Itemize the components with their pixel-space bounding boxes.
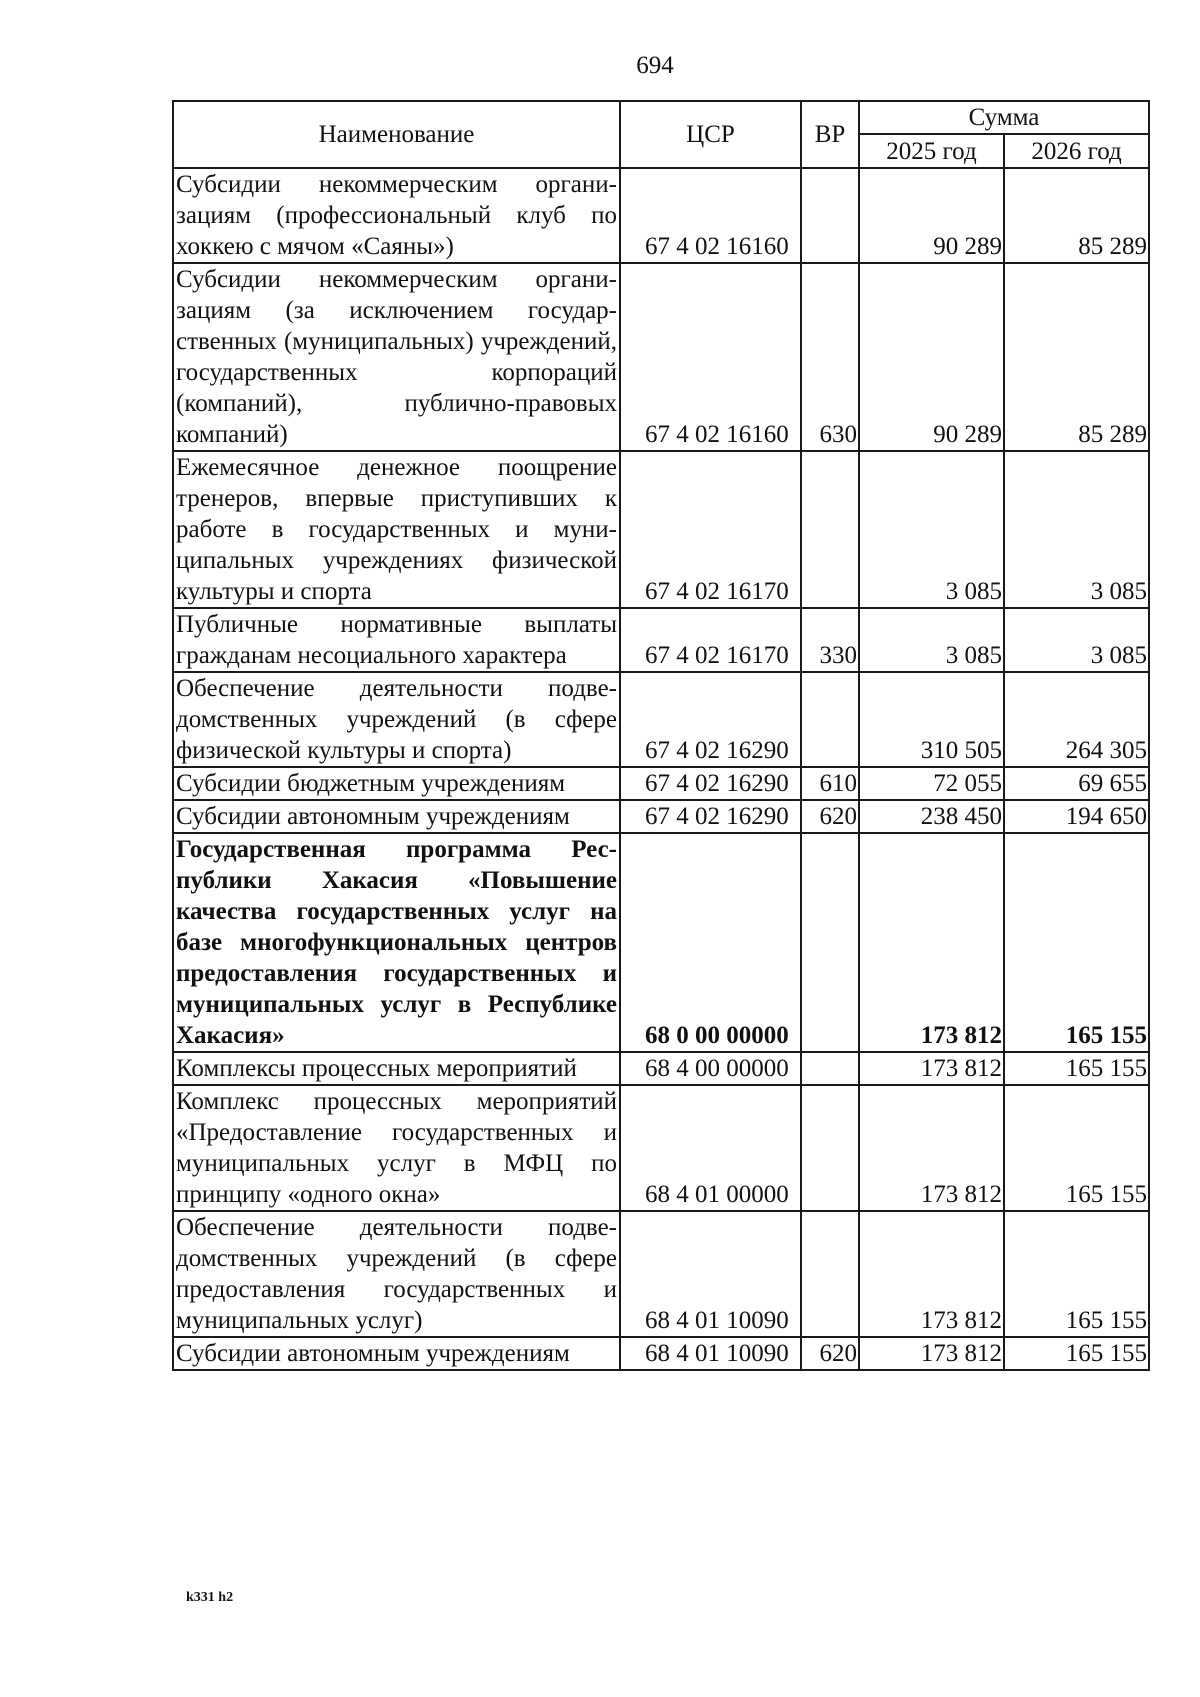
- row-vr-cell: 620: [801, 1337, 859, 1370]
- table-body: [173, 168, 1149, 1370]
- table-row: [173, 263, 1149, 451]
- row-name-cell: Государственная программа Республики Хакасия «Повышение качества государственных услуг на базе многофункциональных центров предоставления государственных и муниципальных услуг в Республике Хакасия»: [173, 833, 620, 1052]
- table-row: [173, 1337, 1149, 1370]
- row-name-cell: Обеспечение деятельности подведомственных учреждений (в сфере физической культуры и спорта): [173, 672, 620, 767]
- row-csr-cell: 67 4 02 16170: [620, 451, 801, 608]
- row-vr-cell: [801, 672, 859, 767]
- row-csr-cell: 67 4 02 16290: [620, 767, 801, 800]
- row-2026-cell: 69 655: [1004, 767, 1149, 800]
- row-name-cell: Публичные нормативные выплаты гражданам несоциального характера: [173, 608, 620, 672]
- footer-code: k331 h2: [186, 1590, 234, 1605]
- row-2026-cell: 194 650: [1004, 800, 1149, 833]
- table-row: [173, 168, 1149, 263]
- row-2025-cell: 3 085: [859, 608, 1004, 672]
- row-csr-cell: 68 4 01 10090: [620, 1337, 801, 1370]
- row-csr-cell: 67 4 02 16160: [620, 168, 801, 263]
- row-2025-cell: 173 812: [859, 1052, 1004, 1085]
- row-csr-cell: 68 4 01 00000: [620, 1085, 801, 1211]
- row-csr-cell: 68 4 00 00000: [620, 1052, 801, 1085]
- row-csr-cell: 67 4 02 16160: [620, 263, 801, 451]
- budget-table: [172, 100, 1150, 1371]
- row-vr-cell: [801, 1085, 859, 1211]
- row-name-cell: Обеспечение деятельности подведомственных учреждений (в сфере предоставления государственных и муниципальных услуг): [173, 1211, 620, 1337]
- table-row: [173, 451, 1149, 608]
- row-vr-cell: [801, 1211, 859, 1337]
- row-2026-cell: 165 155: [1004, 833, 1149, 1052]
- row-vr-cell: 610: [801, 767, 859, 800]
- row-name-cell: Субсидии некоммерческим организациям (профессиональный клуб по хоккею с мячом «Саяны»): [173, 168, 620, 263]
- row-vr-cell: 330: [801, 608, 859, 672]
- row-csr-cell: 68 0 00 00000: [620, 833, 801, 1052]
- table-header: [173, 101, 1149, 168]
- row-name-cell: Ежемесячное денежное поощрение тренеров, впервые приступивших к работе в государственных и муниципальных учреждениях физической культуры и спорта: [173, 451, 620, 608]
- row-name-cell: Субсидии автономным учреждениям: [173, 1337, 620, 1370]
- row-csr-cell: 67 4 02 16290: [620, 800, 801, 833]
- page-number: 694: [636, 52, 674, 79]
- table-row: [173, 672, 1149, 767]
- table-row: [173, 608, 1149, 672]
- header-csr: ЦСР: [620, 101, 801, 168]
- row-2025-cell: 90 289: [859, 168, 1004, 263]
- row-2026-cell: 264 305: [1004, 672, 1149, 767]
- row-2025-cell: 90 289: [859, 263, 1004, 451]
- row-2025-cell: 3 085: [859, 451, 1004, 608]
- table-row: [173, 767, 1149, 800]
- row-name-cell: Субсидии автономным учреждениям: [173, 800, 620, 833]
- row-vr-cell: 620: [801, 800, 859, 833]
- header-vr: ВР: [801, 101, 859, 168]
- row-name-cell: Комплекс процессных мероприятий «Предоставление государственных и муниципальных услуг в МФЦ по принципу «одного окна»: [173, 1085, 620, 1211]
- row-2026-cell: 165 155: [1004, 1337, 1149, 1370]
- row-2026-cell: 3 085: [1004, 608, 1149, 672]
- header-year-2026: 2026 год: [1004, 134, 1149, 168]
- row-2025-cell: 310 505: [859, 672, 1004, 767]
- row-2025-cell: 173 812: [859, 1337, 1004, 1370]
- row-2025-cell: 173 812: [859, 833, 1004, 1052]
- row-2026-cell: 85 289: [1004, 168, 1149, 263]
- row-name-cell: Субсидии некоммерческим организациям (за исключением государственных (муниципальных) учреждений, государственных корпораций (компаний), публично-правовых компаний): [173, 263, 620, 451]
- row-csr-cell: 68 4 01 10090: [620, 1211, 801, 1337]
- row-csr-cell: 67 4 02 16170: [620, 608, 801, 672]
- row-2025-cell: 238 450: [859, 800, 1004, 833]
- table-row: [173, 1211, 1149, 1337]
- row-2026-cell: 165 155: [1004, 1211, 1149, 1337]
- row-name-cell: Субсидии бюджетным учреждениям: [173, 767, 620, 800]
- row-vr-cell: [801, 451, 859, 608]
- row-vr-cell: 630: [801, 263, 859, 451]
- row-2026-cell: 165 155: [1004, 1052, 1149, 1085]
- row-vr-cell: [801, 168, 859, 263]
- row-csr-cell: 67 4 02 16290: [620, 672, 801, 767]
- row-2025-cell: 173 812: [859, 1085, 1004, 1211]
- row-vr-cell: [801, 833, 859, 1052]
- header-name: Наименование: [173, 101, 620, 168]
- row-2025-cell: 72 055: [859, 767, 1004, 800]
- table-row: [173, 1052, 1149, 1085]
- row-2025-cell: 173 812: [859, 1211, 1004, 1337]
- table-row: [173, 1085, 1149, 1211]
- row-name-cell: Комплексы процессных мероприятий: [173, 1052, 620, 1085]
- header-year-2025: 2025 год: [859, 134, 1004, 168]
- table-row: [173, 800, 1149, 833]
- row-2026-cell: 165 155: [1004, 1085, 1149, 1211]
- row-2026-cell: 3 085: [1004, 451, 1149, 608]
- row-2026-cell: 85 289: [1004, 263, 1149, 451]
- row-vr-cell: [801, 1052, 859, 1085]
- table-row: [173, 833, 1149, 1052]
- header-sum: Сумма: [859, 101, 1149, 134]
